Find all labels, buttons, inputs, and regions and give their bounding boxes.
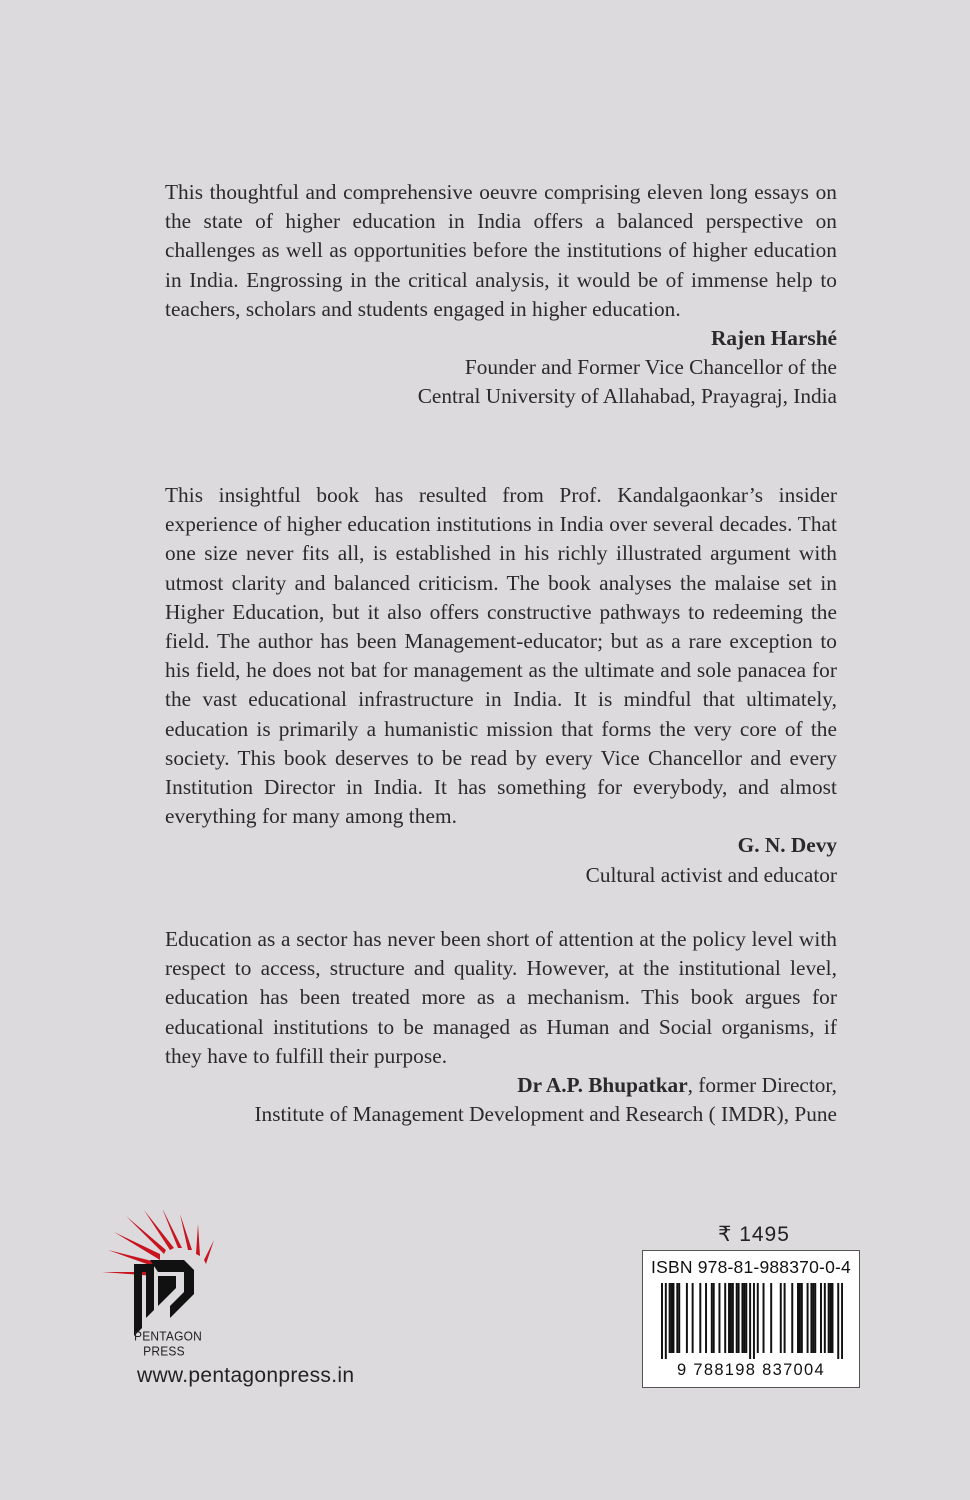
barcode-bar [799,1283,801,1353]
barcode-bar [797,1283,799,1353]
barcode-bar [801,1283,803,1353]
barcode-bar [812,1283,814,1353]
barcode-bar [661,1283,663,1359]
barcode-bar [678,1283,680,1353]
publisher-logo-line-2: PRESS [143,1343,185,1359]
barcode-bar [828,1283,830,1353]
author-role-line-1: Founder and Former Vice Chancellor of the [464,355,837,380]
barcode-bar [669,1283,671,1353]
barcode-bar [736,1283,738,1353]
endorsement-text: This insightful book has resulted from Prof. Kandalgaonkar’s insider experience of higher education institutions in India over several decades. That one size never fits all, is established in his richly illustrated argument with utmost clarity and balanced criticism. The book analyses the malaise set in Higher Education, but it also offers constructive pathways to redeeming the field. The author has been Management-educator; but as a rare exception to his field, he does not bat for management as the ultimate and sole panacea for the vast educational infrastructure in India. It is mindful that ultimately, education is primarily a humanistic mission that forms the very core of the society. This book deserves to be read by every Vice Chancellor and every Institution Director in India. It has something for everybody, and almost everything for many among them. [165,483,837,829]
publisher-logo-line-1: PENTAGON [134,1328,203,1344]
barcode-bar [665,1283,667,1359]
publisher-website: www.pentagonpress.in [137,1364,355,1387]
isbn-barcode-panel [642,1250,860,1388]
endorsement-3 [165,925,837,1129]
endorsement-author-name [165,1071,837,1100]
barcode-bar [807,1283,809,1353]
barcode-bar [837,1283,839,1359]
barcode-bar [738,1283,740,1353]
endorsement-author-name [165,324,837,353]
barcode-bar [741,1283,743,1353]
barcode-bar [770,1283,772,1353]
barcode-bar [791,1283,793,1353]
barcode-bar [763,1283,765,1353]
isbn-label: ISBN 978-81-988370-0-4 [651,1257,851,1277]
barcode-bar [713,1283,715,1353]
barcode-bar [745,1283,747,1353]
barcode-bar [784,1283,786,1353]
author-name: Rajen Harshé [711,326,837,351]
barcode-bar [728,1283,730,1353]
barcode-bar [780,1283,782,1353]
barcode-bar [841,1283,843,1359]
barcode-bar [686,1283,688,1353]
endorsement-1 [165,178,837,412]
barcode-bar [830,1283,832,1353]
barcode-bar [730,1283,732,1353]
endorsement-author-name [165,831,837,860]
barcode-bar [705,1283,707,1353]
barcode-bar [672,1283,674,1353]
barcode-digits: 9 788198 837004 [677,1361,825,1379]
barcode-bar [676,1283,678,1353]
barcode-bar [824,1283,826,1353]
barcode-bar [820,1283,822,1353]
endorsement-text: Education as a sector has never been short of attention at the policy level with respect to access, structure and quality. However, at the institutional level, education has been treated more as a mechanism. This book argues for educational institutions to be managed as Human and Social organisms, if they have to fulfill their purpose. [165,927,837,1068]
price: ₹ 1495 [718,1223,790,1246]
barcode-bar [724,1283,726,1353]
barcode-icon [661,1283,843,1359]
barcode-bar [699,1283,701,1353]
author-role-line-1: Institute of Management Development and Research ( IMDR), Pune [254,1102,837,1127]
barcode-bar [743,1283,745,1353]
author-role-line-1: Cultural activist and educator [585,862,837,887]
author-name-suffix: , former Director, [687,1073,837,1098]
barcode-bar [718,1283,720,1353]
barcode-bar [711,1283,713,1353]
pp-mark-icon [134,1260,194,1336]
barcode-bar [757,1283,759,1353]
author-name: Dr A.P. Bhupatkar [517,1073,688,1098]
author-name: G. N. Devy [737,833,837,858]
author-role-line-2: Central University of Allahabad, Prayagraj, India [417,384,837,409]
barcode-bar [810,1283,812,1353]
endorsement-2 [165,481,837,890]
endorsement-text: This thoughtful and comprehensive oeuvre comprising eleven long essays on the state of higher education in India offers a balanced perspective on challenges as well as opportunities before the institutions of higher education in India. Engrossing in the critical analysis, it would be of immense help to teachers, scholars and students engaged in higher education. [165,180,837,321]
barcode-bar [753,1283,755,1359]
barcode-bar [732,1283,734,1353]
barcode-bar [749,1283,751,1359]
barcode-bar [814,1283,816,1353]
barcode-bar [692,1283,694,1353]
barcode-bar [832,1283,834,1353]
barcode-bar [671,1283,673,1353]
